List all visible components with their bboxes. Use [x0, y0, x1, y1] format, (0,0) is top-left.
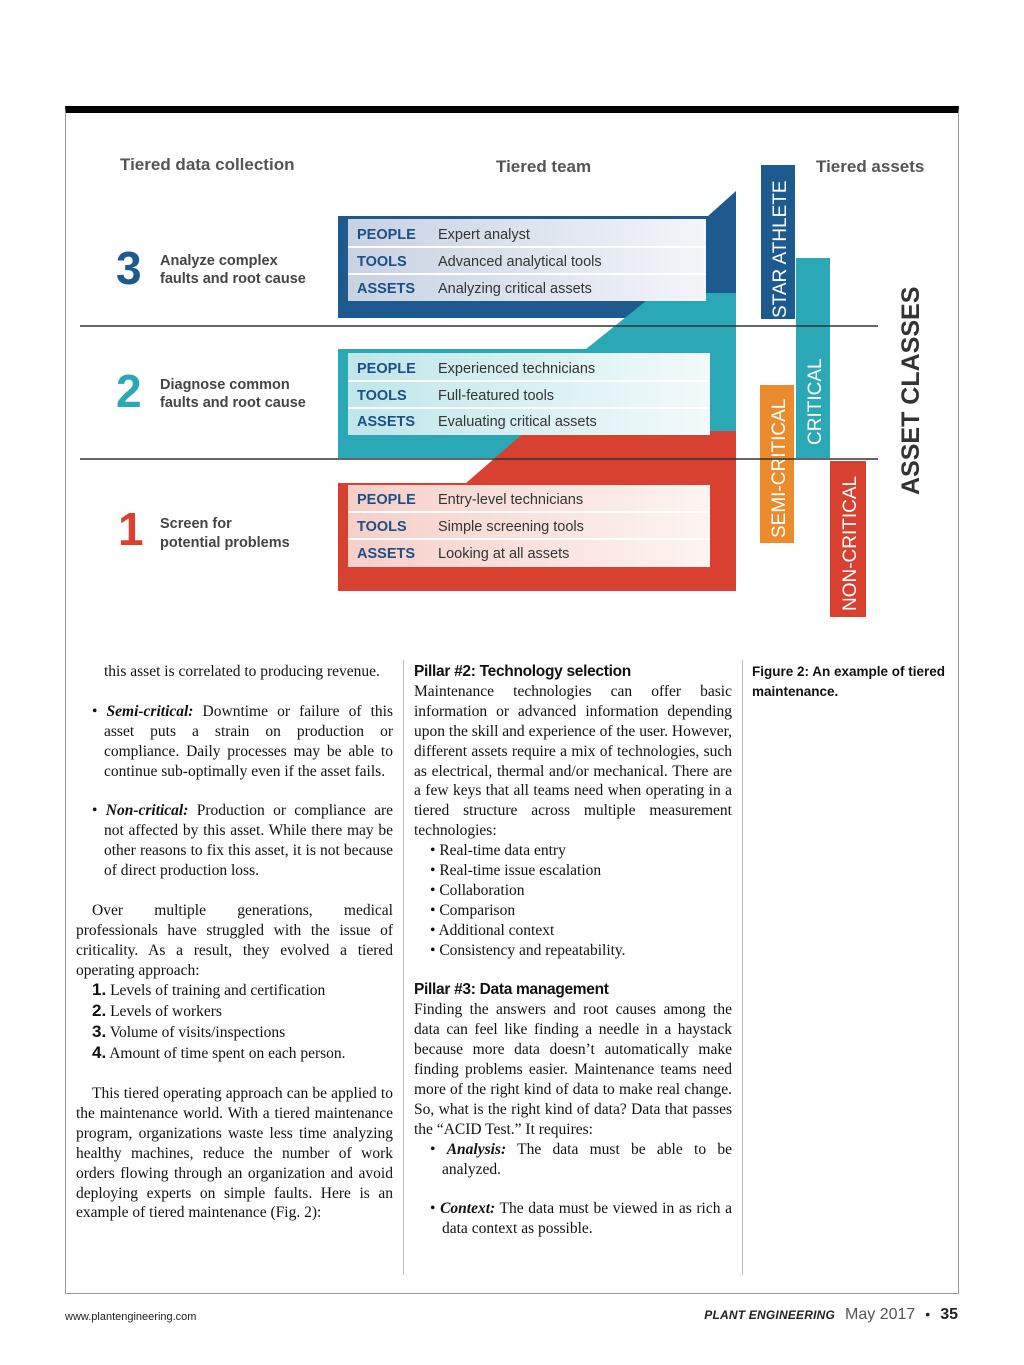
heading-pillar-2: Pillar #2: Technology selection: [414, 663, 631, 680]
figure-tiered-maintenance: [66, 113, 958, 643]
tier1-people-key: PEOPLE: [357, 492, 416, 508]
tier1-desc-2: potential problems: [160, 535, 290, 551]
tier2-people-value: Experienced technicians: [438, 361, 596, 377]
non-critical-bullet: • Non-critical: Production or compliance are not affected by this asset. While there may be other reasons to fix this asset, it is not because of direct production loss.: [92, 802, 393, 880]
semi-critical-label: SEMI-CRITICAL: [769, 398, 790, 538]
tier1-people-value: Entry-level technicians: [438, 492, 584, 508]
non-critical-term: Non-critical:: [105, 802, 189, 820]
header-assets: Tiered assets: [816, 157, 925, 176]
list-item-4: 4. Amount of time spent on each person.: [92, 1043, 346, 1063]
asset-classes-label: ASSET CLASSES: [897, 286, 925, 495]
heading-pillar-3: Pillar #3: Data management: [414, 981, 609, 999]
tier3-assets-value: Analyzing critical assets: [438, 281, 592, 297]
column-3: [752, 662, 952, 702]
analysis-term: Analysis:: [446, 1140, 507, 1158]
col2-paragraph-technology: Maintenance technologies can offer basic information or advanced information depending upon the skill and experience of the user. However, different assets require a mix of technologies, such as electrical, thermal and/or mechanical. There are a few keys that all teams need when operating in a tiered structure across multiple measurement technologies:: [414, 682, 732, 840]
tier3-assets-key: ASSETS: [357, 281, 416, 297]
context-bullet: • Context: The data must be viewed in as rich a data context as possible.: [430, 1200, 732, 1238]
semi-critical-term: Semi-critical:: [106, 702, 194, 720]
list-item-2: 2. Levels of workers: [92, 1001, 222, 1021]
tier3-tools-value: Advanced analytical tools: [438, 254, 602, 270]
semi-critical-text: Downtime or failure of this asset puts a strain on production or compliance. Daily processes may be able to continue sub-optimally even if the asset fails.: [104, 702, 393, 780]
list-item-3: 3. Volume of visits/inspections: [92, 1022, 286, 1042]
tier1-tools-value: Simple screening tools: [438, 519, 584, 535]
list-item: • Additional context: [430, 921, 555, 939]
star-athlete-label: STAR ATHLETE: [770, 180, 791, 318]
critical-label: CRITICAL: [805, 358, 826, 445]
tier2-tools-key: TOOLS: [357, 388, 407, 404]
tier1-desc-1: Screen for: [160, 516, 232, 532]
tier3-desc-1: Analyze complex: [160, 253, 278, 269]
list-item: • Real-time data entry: [430, 842, 566, 860]
list-item: • Consistency and repeatability.: [430, 941, 626, 959]
list-item-1: 1. Levels of training and certification: [92, 980, 326, 1000]
footer: [704, 1306, 958, 1324]
col1-paragraph-generations: Over multiple generations, medical professionals have struggled with the issue of criticality. As a result, they evolved a tiered operating approach:: [76, 901, 393, 979]
tier1-number: 1: [118, 503, 144, 555]
header-data-collection: Tiered data collection: [120, 155, 295, 174]
figure-caption: Figure 2: An example of tiered maintenance.: [752, 664, 946, 699]
analysis-bullet: • Analysis: The data must be able to be analyzed.: [430, 1140, 732, 1178]
tier2-assets-value: Evaluating critical assets: [438, 414, 597, 430]
semi-critical-bullet: • Semi-critical: Downtime or failure of this asset puts a strain on production or compliance. Daily processes may be able to continue sub-optimally even if the asset fails.: [92, 702, 393, 780]
tier2-people-key: PEOPLE: [357, 361, 416, 377]
col2-paragraph-data: Finding the answers and root causes among the data can feel like finding a needle in a haystack because more data doesn’t automatically make finding problems easier. Maintenance teams need more of the right kind of data to make real change. So, what is the right kind of data? Data that passes the “ACID Test.” It requires:: [414, 1001, 732, 1138]
tier1-assets-key: ASSETS: [357, 546, 416, 562]
tier3-people-key: PEOPLE: [357, 227, 416, 243]
analysis-text: The data must be able to be analyzed.: [442, 1140, 732, 1178]
publication-name: PLANT ENGINEERING: [704, 1308, 836, 1322]
context-term: Context:: [440, 1200, 496, 1218]
non-critical-text: Production or compliance are not affected by this asset. While there may be other reasons to fix this asset, it is not because of direct production loss.: [104, 802, 393, 880]
column-rule-1: [403, 660, 404, 1275]
issue-date: May 2017: [845, 1306, 916, 1323]
tier3-desc-2: faults and root cause: [160, 271, 306, 287]
column-2: [414, 662, 732, 1239]
column-rule-2: [742, 660, 743, 1275]
context-text: The data must be viewed in as rich a data context as possible.: [442, 1200, 732, 1238]
column-1: [76, 662, 393, 1223]
tier2-tools-value: Full-featured tools: [438, 388, 555, 404]
footer-separator: •: [925, 1306, 931, 1322]
page-number: 35: [940, 1306, 958, 1323]
tier2-desc-2: faults and root cause: [160, 395, 306, 411]
tier2-desc-1: Diagnose common: [160, 377, 290, 393]
tier3-people-value: Expert analyst: [438, 227, 530, 243]
list-item: • Collaboration: [430, 881, 525, 899]
tier2-assets-key: ASSETS: [357, 414, 416, 430]
list-item: • Comparison: [430, 901, 516, 919]
list-item: • Real-time issue escalation: [430, 862, 602, 880]
header-team: Tiered team: [496, 157, 592, 176]
non-critical-label: NON-CRITICAL: [840, 475, 861, 611]
tier1-assets-value: Looking at all assets: [438, 546, 570, 562]
tier1-tools-key: TOOLS: [357, 519, 407, 535]
footer-url: www.plantengineering.com: [65, 1311, 197, 1323]
tier3-tools-key: TOOLS: [357, 254, 407, 270]
tier3-number: 3: [116, 242, 142, 294]
col1-paragraph-tiered: This tiered operating approach can be applied to the maintenance world. With a tiered maintenance program, organizations waste less time analyzing healthy machines, reduce the number of work orders flowing through an organization and avoid deploying experts on simple faults. Here is an example of tiered maintenance (Fig. 2):: [76, 1084, 393, 1222]
col1-continued-text: this asset is correlated to producing revenue.: [104, 663, 380, 680]
tier2-number: 2: [116, 365, 142, 417]
